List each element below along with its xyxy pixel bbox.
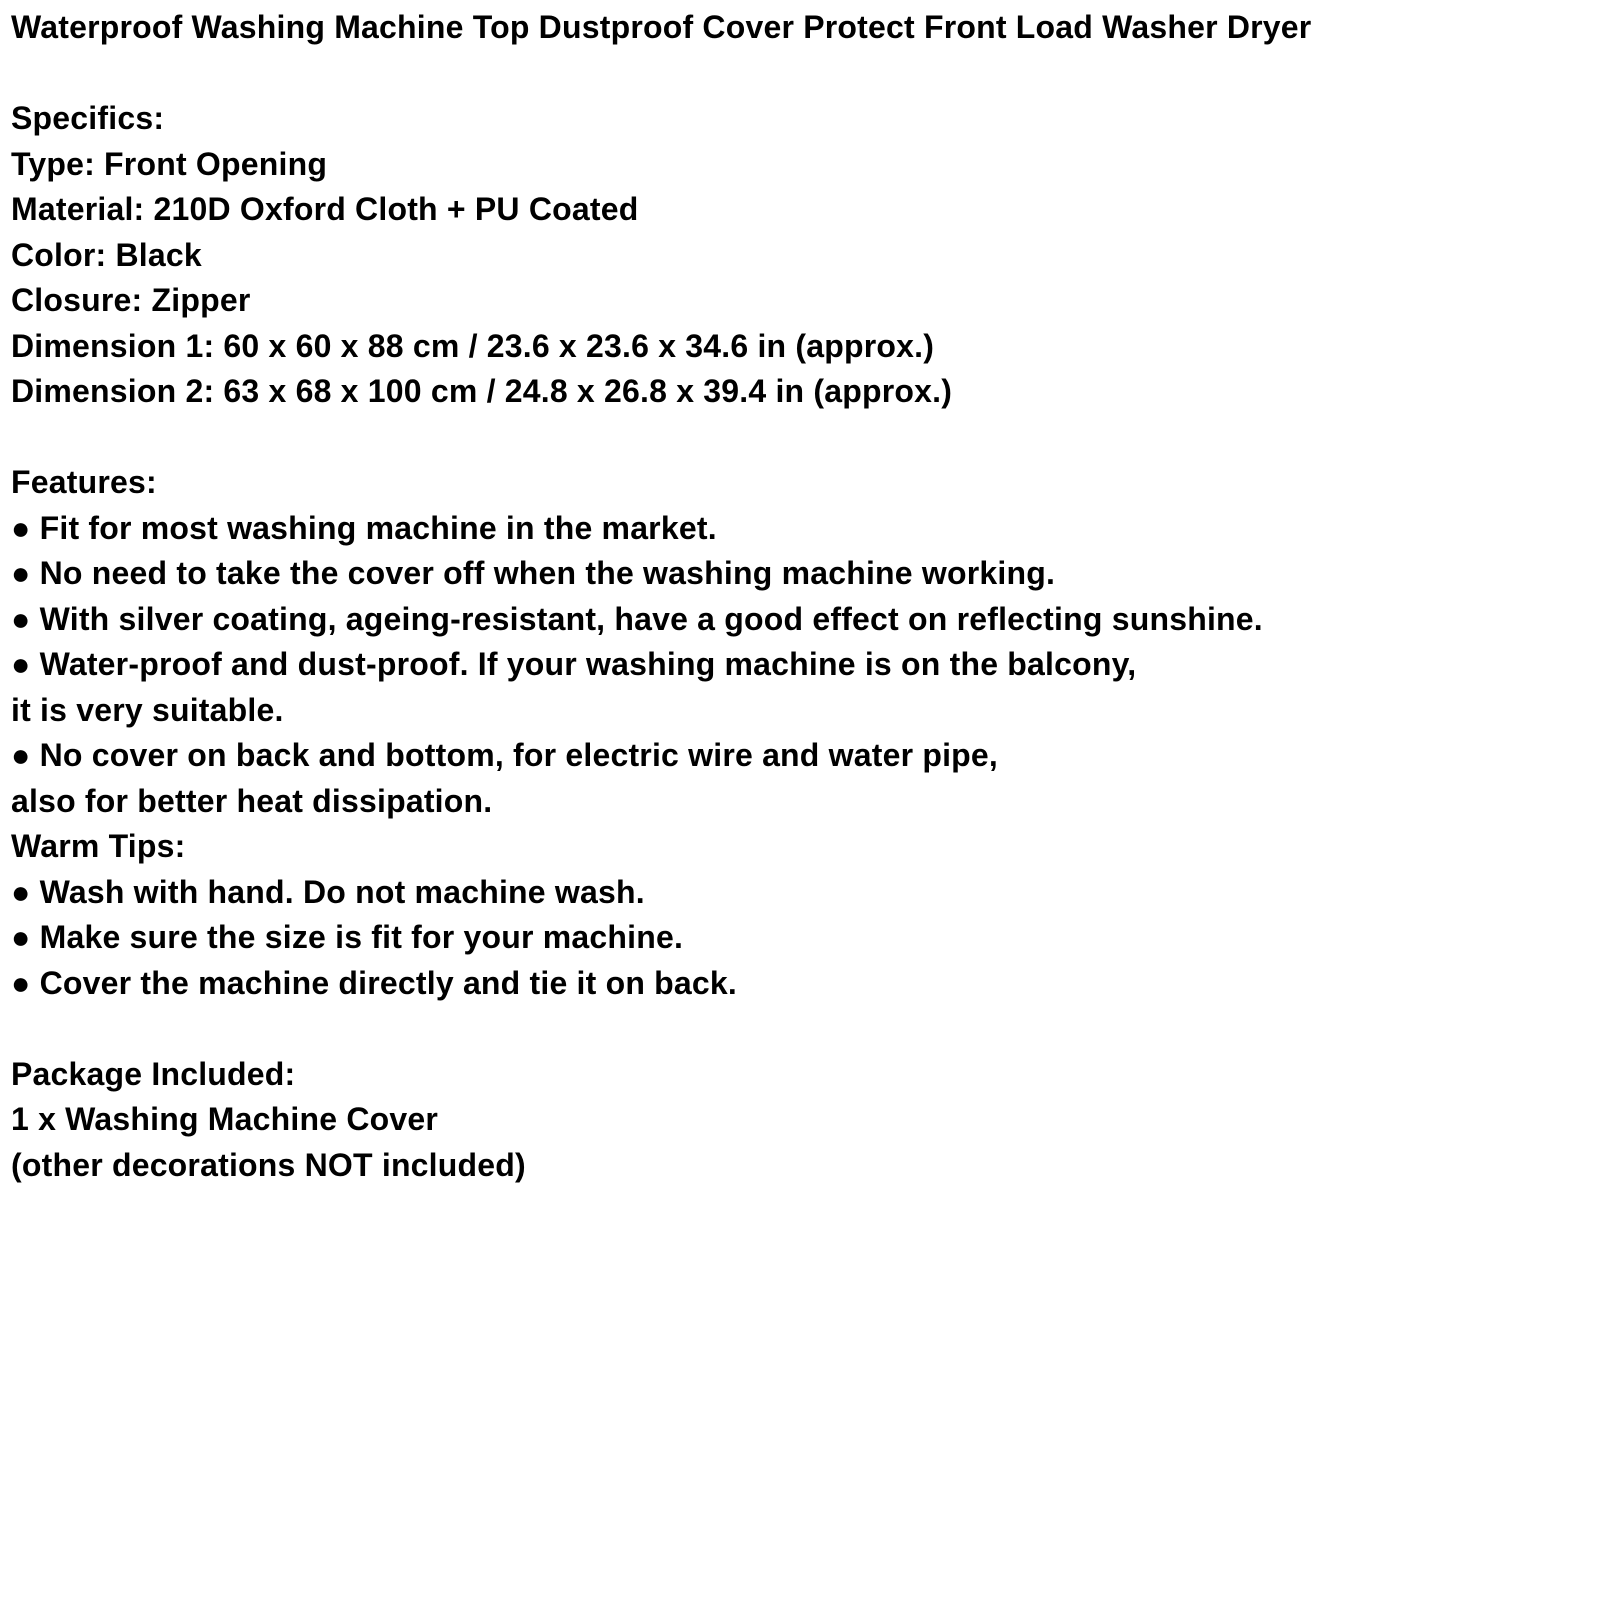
package-note: (other decorations NOT included) xyxy=(11,1146,526,1183)
spec-closure: Closure: Zipper xyxy=(11,282,251,318)
product-title: Waterproof Washing Machine Top Dustproof Cover Protect Front Load Washer Dryer xyxy=(11,9,1312,45)
feature-item: ● No cover on back and bottom, for electric wire and water pipe, xyxy=(11,737,999,773)
blank-line xyxy=(11,51,1592,97)
package-section xyxy=(11,1052,1592,1189)
feature-item: ● With silver coating, ageing-resistant, have a good effect on reflecting sunshine. xyxy=(11,600,1263,637)
warm-tip-item: ● Make sure the size is fit for your machine. xyxy=(11,919,684,955)
package-item: 1 x Washing Machine Cover xyxy=(11,1101,439,1137)
feature-item: ● No need to take the cover off when the washing machine working. xyxy=(11,555,1056,591)
warm-tip-item: ● Wash with hand. Do not machine wash. xyxy=(11,873,645,910)
features-section xyxy=(11,460,1592,824)
warm-tips-heading: Warm Tips: xyxy=(11,828,186,864)
feature-item-continuation: it is very suitable. xyxy=(11,691,284,728)
spec-dimension-2: Dimension 2: 63 x 68 x 100 cm / 24.8 x 26.8 x 39.4 in (approx.) xyxy=(11,373,953,409)
warm-tips-section xyxy=(11,824,1592,1006)
blank-line xyxy=(11,1006,1592,1052)
feature-item: ● Fit for most washing machine in the market. xyxy=(11,509,717,546)
blank-line xyxy=(11,415,1592,461)
spec-dimension-1: Dimension 1: 60 x 60 x 88 cm / 23.6 x 23.6 x 34.6 in (approx.) xyxy=(11,327,935,364)
warm-tip-item: ● Cover the machine directly and tie it on back. xyxy=(11,964,738,1001)
spec-material: Material: 210D Oxford Cloth + PU Coated xyxy=(11,191,639,227)
feature-item-continuation: also for better heat dissipation. xyxy=(11,782,493,819)
features-heading: Features: xyxy=(11,464,157,500)
specifics-heading: Specifics: xyxy=(11,100,165,136)
package-heading: Package Included: xyxy=(11,1055,296,1092)
spec-type: Type: Front Opening xyxy=(11,145,328,182)
spec-color: Color: Black xyxy=(11,236,202,273)
feature-item: ● Water-proof and dust-proof. If your washing machine is on the balcony, xyxy=(11,646,1137,682)
specifics-section xyxy=(11,96,1592,415)
